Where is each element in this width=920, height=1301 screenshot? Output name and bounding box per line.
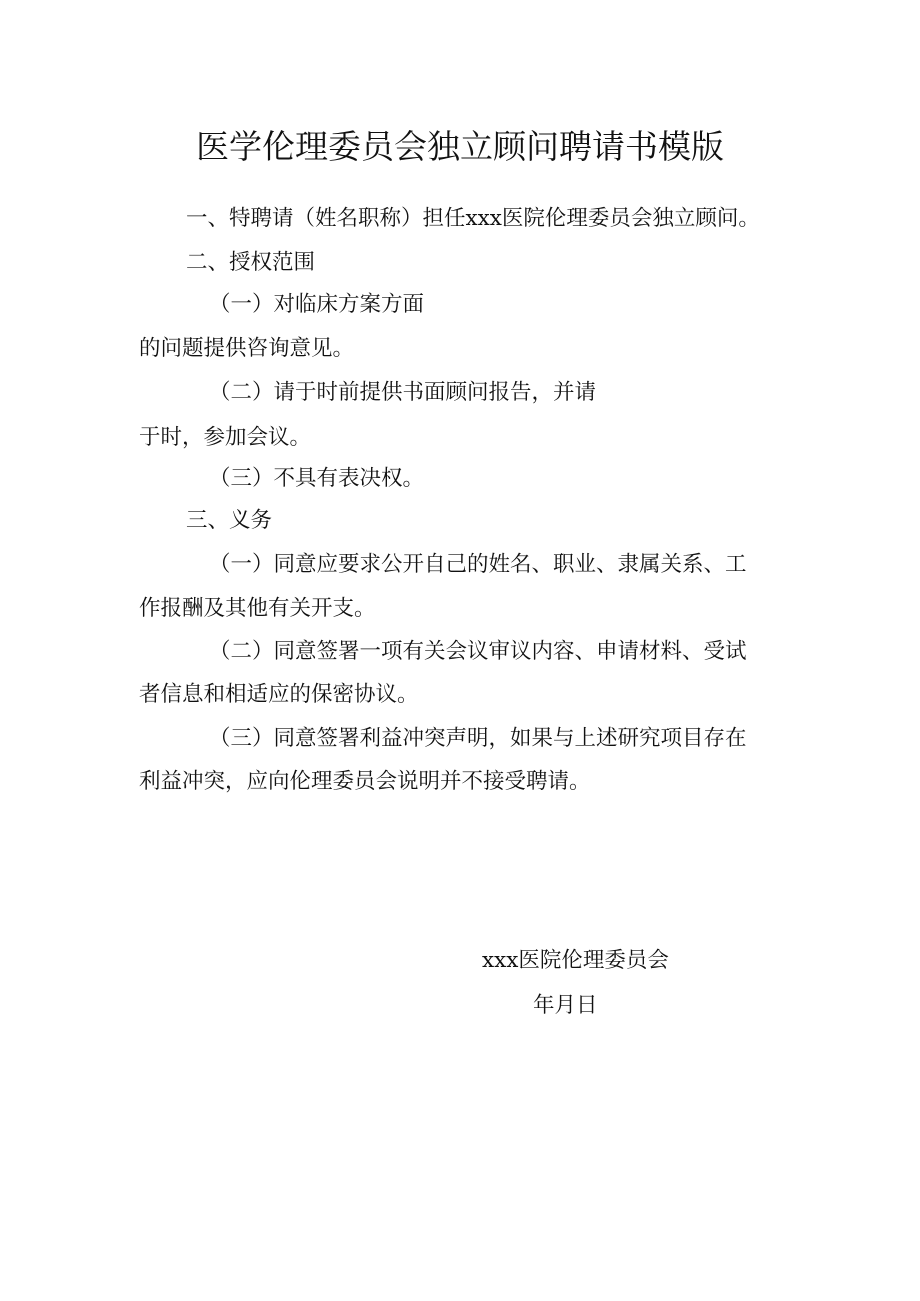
item-2-2-line-2: 于时，参加会议。	[139, 425, 312, 450]
item-2-3-line: （三）不具有表决权。	[209, 466, 425, 491]
item-3-1-line-1: （一）同意应要求公开自己的姓名、职业、隶属关系、工	[209, 552, 747, 577]
item-3-2-line-2: 者信息和相适应的保密协议。	[139, 682, 419, 707]
item-3-3-line-1: （三）同意签署利益冲突声明，如果与上述研究项目存在	[209, 726, 747, 751]
document-title: 医学伦理委员会独立顾问聘请书模版	[196, 127, 724, 166]
item-2-2-line-1: （二）请于时前提供书面顾问报告，并请	[209, 380, 597, 405]
signature-organization: xxx医院伦理委员会	[482, 948, 669, 973]
item-3-2-line-1: （二）同意签署一项有关会议审议内容、申请材料、受试	[209, 639, 747, 664]
section-3-heading: 三、义务	[186, 508, 273, 533]
signature-date: 年月日	[533, 993, 598, 1018]
item-2-1-line-1: （一）对临床方案方面	[209, 292, 425, 317]
section-2-heading: 二、授权范围	[186, 250, 316, 275]
item-3-3-line-2: 利益冲突，应向伦理委员会说明并不接受聘请。	[139, 769, 591, 794]
item-3-1-line-2: 作报酬及其他有关开支。	[139, 596, 376, 621]
item-2-1-line-2: 的问题提供咨询意见。	[139, 336, 355, 361]
clause-1-line: 一、特聘请（姓名职称）担任xxx医院伦理委员会独立顾问。	[186, 206, 760, 231]
